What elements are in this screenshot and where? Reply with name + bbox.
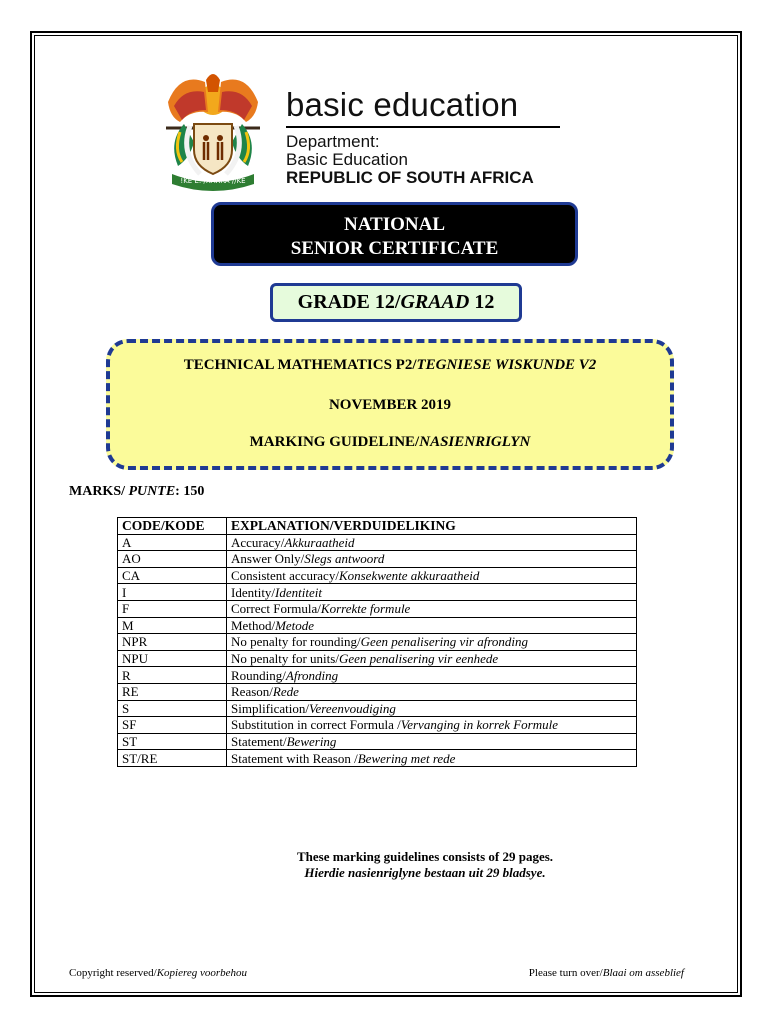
code-cell: SF	[118, 717, 227, 734]
code-cell: R	[118, 667, 227, 684]
table-row	[118, 683, 637, 700]
table-row	[118, 634, 637, 651]
marking-codes-table	[117, 517, 637, 767]
subject-title-english: TECHNICAL MATHEMATICS P2/	[183, 357, 417, 373]
code-cell: A	[118, 534, 227, 551]
explanation-cell	[227, 567, 637, 584]
code-cell: RE	[118, 683, 227, 700]
department-name	[286, 86, 566, 124]
exam-date: NOVEMBER 2019	[328, 397, 452, 413]
explanation-afrikaans: Vervanging in korrek Formule	[400, 717, 559, 733]
code-cell: I	[118, 584, 227, 601]
table-row	[118, 733, 637, 750]
explanation-afrikaans: Afronding	[285, 667, 339, 683]
guideline-title	[110, 434, 670, 451]
explanation-english: No penalty for units/	[231, 651, 339, 667]
table-body	[118, 534, 637, 766]
explanation-cell	[227, 534, 637, 551]
explanation-english: Statement with Reason /	[231, 750, 358, 766]
code-cell: NPR	[118, 634, 227, 651]
dept-line-republic: REPUBLIC OF SOUTH AFRICA	[286, 168, 534, 187]
explanation-afrikaans: Bewering met rede	[357, 750, 456, 766]
subject-box	[106, 339, 674, 470]
explanation-cell	[227, 600, 637, 617]
table-row	[118, 717, 637, 734]
footer-turn-over-afrikaans: Blaai om asseblief	[602, 967, 684, 979]
footer-turn-over-english: Please turn over/	[528, 967, 603, 979]
explanation-afrikaans: Slegs antwoord	[304, 551, 385, 567]
explanation-cell	[227, 617, 637, 634]
explanation-afrikaans: Metode	[275, 617, 315, 633]
explanation-cell	[227, 700, 637, 717]
guideline-afrikaans: NASIENRIGLYN	[419, 434, 531, 450]
explanation-afrikaans: Vereenvoudiging	[309, 700, 396, 716]
explanation-english: Simplification/	[231, 700, 309, 716]
table-row	[118, 551, 637, 568]
marks-label-english: MARKS/	[69, 484, 129, 499]
certificate-line-2: SENIOR CERTIFICATE	[290, 238, 499, 259]
marks-value: : 150	[175, 484, 205, 499]
explanation-afrikaans: Rede	[272, 684, 299, 700]
explanation-afrikaans: Identiteit	[275, 584, 322, 600]
grade-afrikaans: GRAAD	[400, 291, 470, 313]
coat-of-arms-logo	[150, 62, 276, 192]
table-row	[118, 750, 637, 767]
marks-label-afrikaans: PUNTE	[128, 484, 176, 499]
explanation-english: Statement/	[231, 734, 287, 750]
explanation-english: Consistent accuracy/	[231, 568, 339, 584]
column-header-code: CODE/KODE	[118, 518, 227, 535]
explanation-cell	[227, 750, 637, 767]
explanation-cell	[227, 634, 637, 651]
footer-copyright-english: Copyright reserved/	[69, 967, 157, 979]
code-cell: M	[118, 617, 227, 634]
explanation-english: Reason/	[231, 684, 273, 700]
code-cell: S	[118, 700, 227, 717]
footer-turn-over	[529, 967, 684, 979]
dept-line-basic-education: Basic Education	[286, 150, 408, 169]
explanation-afrikaans: Korrekte formule	[320, 601, 411, 617]
code-cell: CA	[118, 567, 227, 584]
page-count-english: These marking guidelines consists of 29 pages.	[296, 849, 554, 864]
column-header-explanation: EXPLANATION/VERDUIDELIKING	[227, 518, 637, 535]
footer-copyright	[69, 967, 247, 979]
table-row	[118, 534, 637, 551]
table-row	[118, 600, 637, 617]
code-cell: ST/RE	[118, 750, 227, 767]
table-row	[118, 667, 637, 684]
dept-subtitle	[286, 133, 534, 187]
page-count-afrikaans: Hierdie nasienriglyne bestaan uit 29 bladsye.	[304, 865, 546, 880]
explanation-english: No penalty for rounding/	[231, 634, 361, 650]
grade-number: 12	[469, 291, 495, 313]
guideline-english: MARKING GUIDELINE/	[249, 434, 420, 450]
grade-banner	[270, 283, 522, 322]
explanation-english: Answer Only/	[231, 551, 305, 567]
table-row	[118, 700, 637, 717]
explanation-english: Identity/	[231, 584, 276, 600]
code-cell: F	[118, 600, 227, 617]
dept-title: basic education	[286, 86, 519, 123]
explanation-afrikaans: Konsekwente akkuraatheid	[338, 568, 480, 584]
code-cell: ST	[118, 733, 227, 750]
subject-title	[110, 357, 670, 374]
explanation-cell	[227, 584, 637, 601]
explanation-english: Substitution in correct Formula /	[231, 717, 401, 733]
page-count-note	[0, 849, 768, 881]
explanation-english: Method/	[231, 617, 276, 633]
certificate-line-1: NATIONAL	[344, 214, 445, 235]
total-marks	[69, 484, 204, 500]
explanation-afrikaans: Bewering	[286, 734, 337, 750]
explanation-afrikaans: Akkuraatheid	[284, 534, 355, 550]
dept-divider	[286, 126, 560, 128]
explanation-cell	[227, 733, 637, 750]
explanation-english: Rounding/	[231, 667, 286, 683]
explanation-cell	[227, 667, 637, 684]
explanation-cell	[227, 551, 637, 568]
table-row	[118, 584, 637, 601]
table-header-row	[118, 518, 637, 535]
explanation-afrikaans: Geen penalisering vir afronding	[360, 634, 529, 650]
code-cell: NPU	[118, 650, 227, 667]
explanation-cell	[227, 683, 637, 700]
explanation-english: Accuracy/	[231, 534, 285, 550]
explanation-afrikaans: Geen penalisering vir eenhede	[338, 651, 499, 667]
explanation-cell	[227, 717, 637, 734]
explanation-cell	[227, 650, 637, 667]
svg-text:!KE E: /XARRA //KE: !KE E: /XARRA //KE	[180, 177, 246, 185]
grade-english: GRADE 12/	[297, 291, 401, 313]
table-row	[118, 567, 637, 584]
table-row	[118, 650, 637, 667]
footer-copyright-afrikaans: Kopiereg voorbehou	[156, 967, 248, 979]
certificate-banner	[211, 202, 578, 266]
dept-line-department: Department:	[286, 132, 380, 151]
table-row	[118, 617, 637, 634]
code-cell: AO	[118, 551, 227, 568]
subject-title-afrikaans: TEGNIESE WISKUNDE V2	[416, 357, 597, 373]
explanation-english: Correct Formula/	[231, 601, 321, 617]
